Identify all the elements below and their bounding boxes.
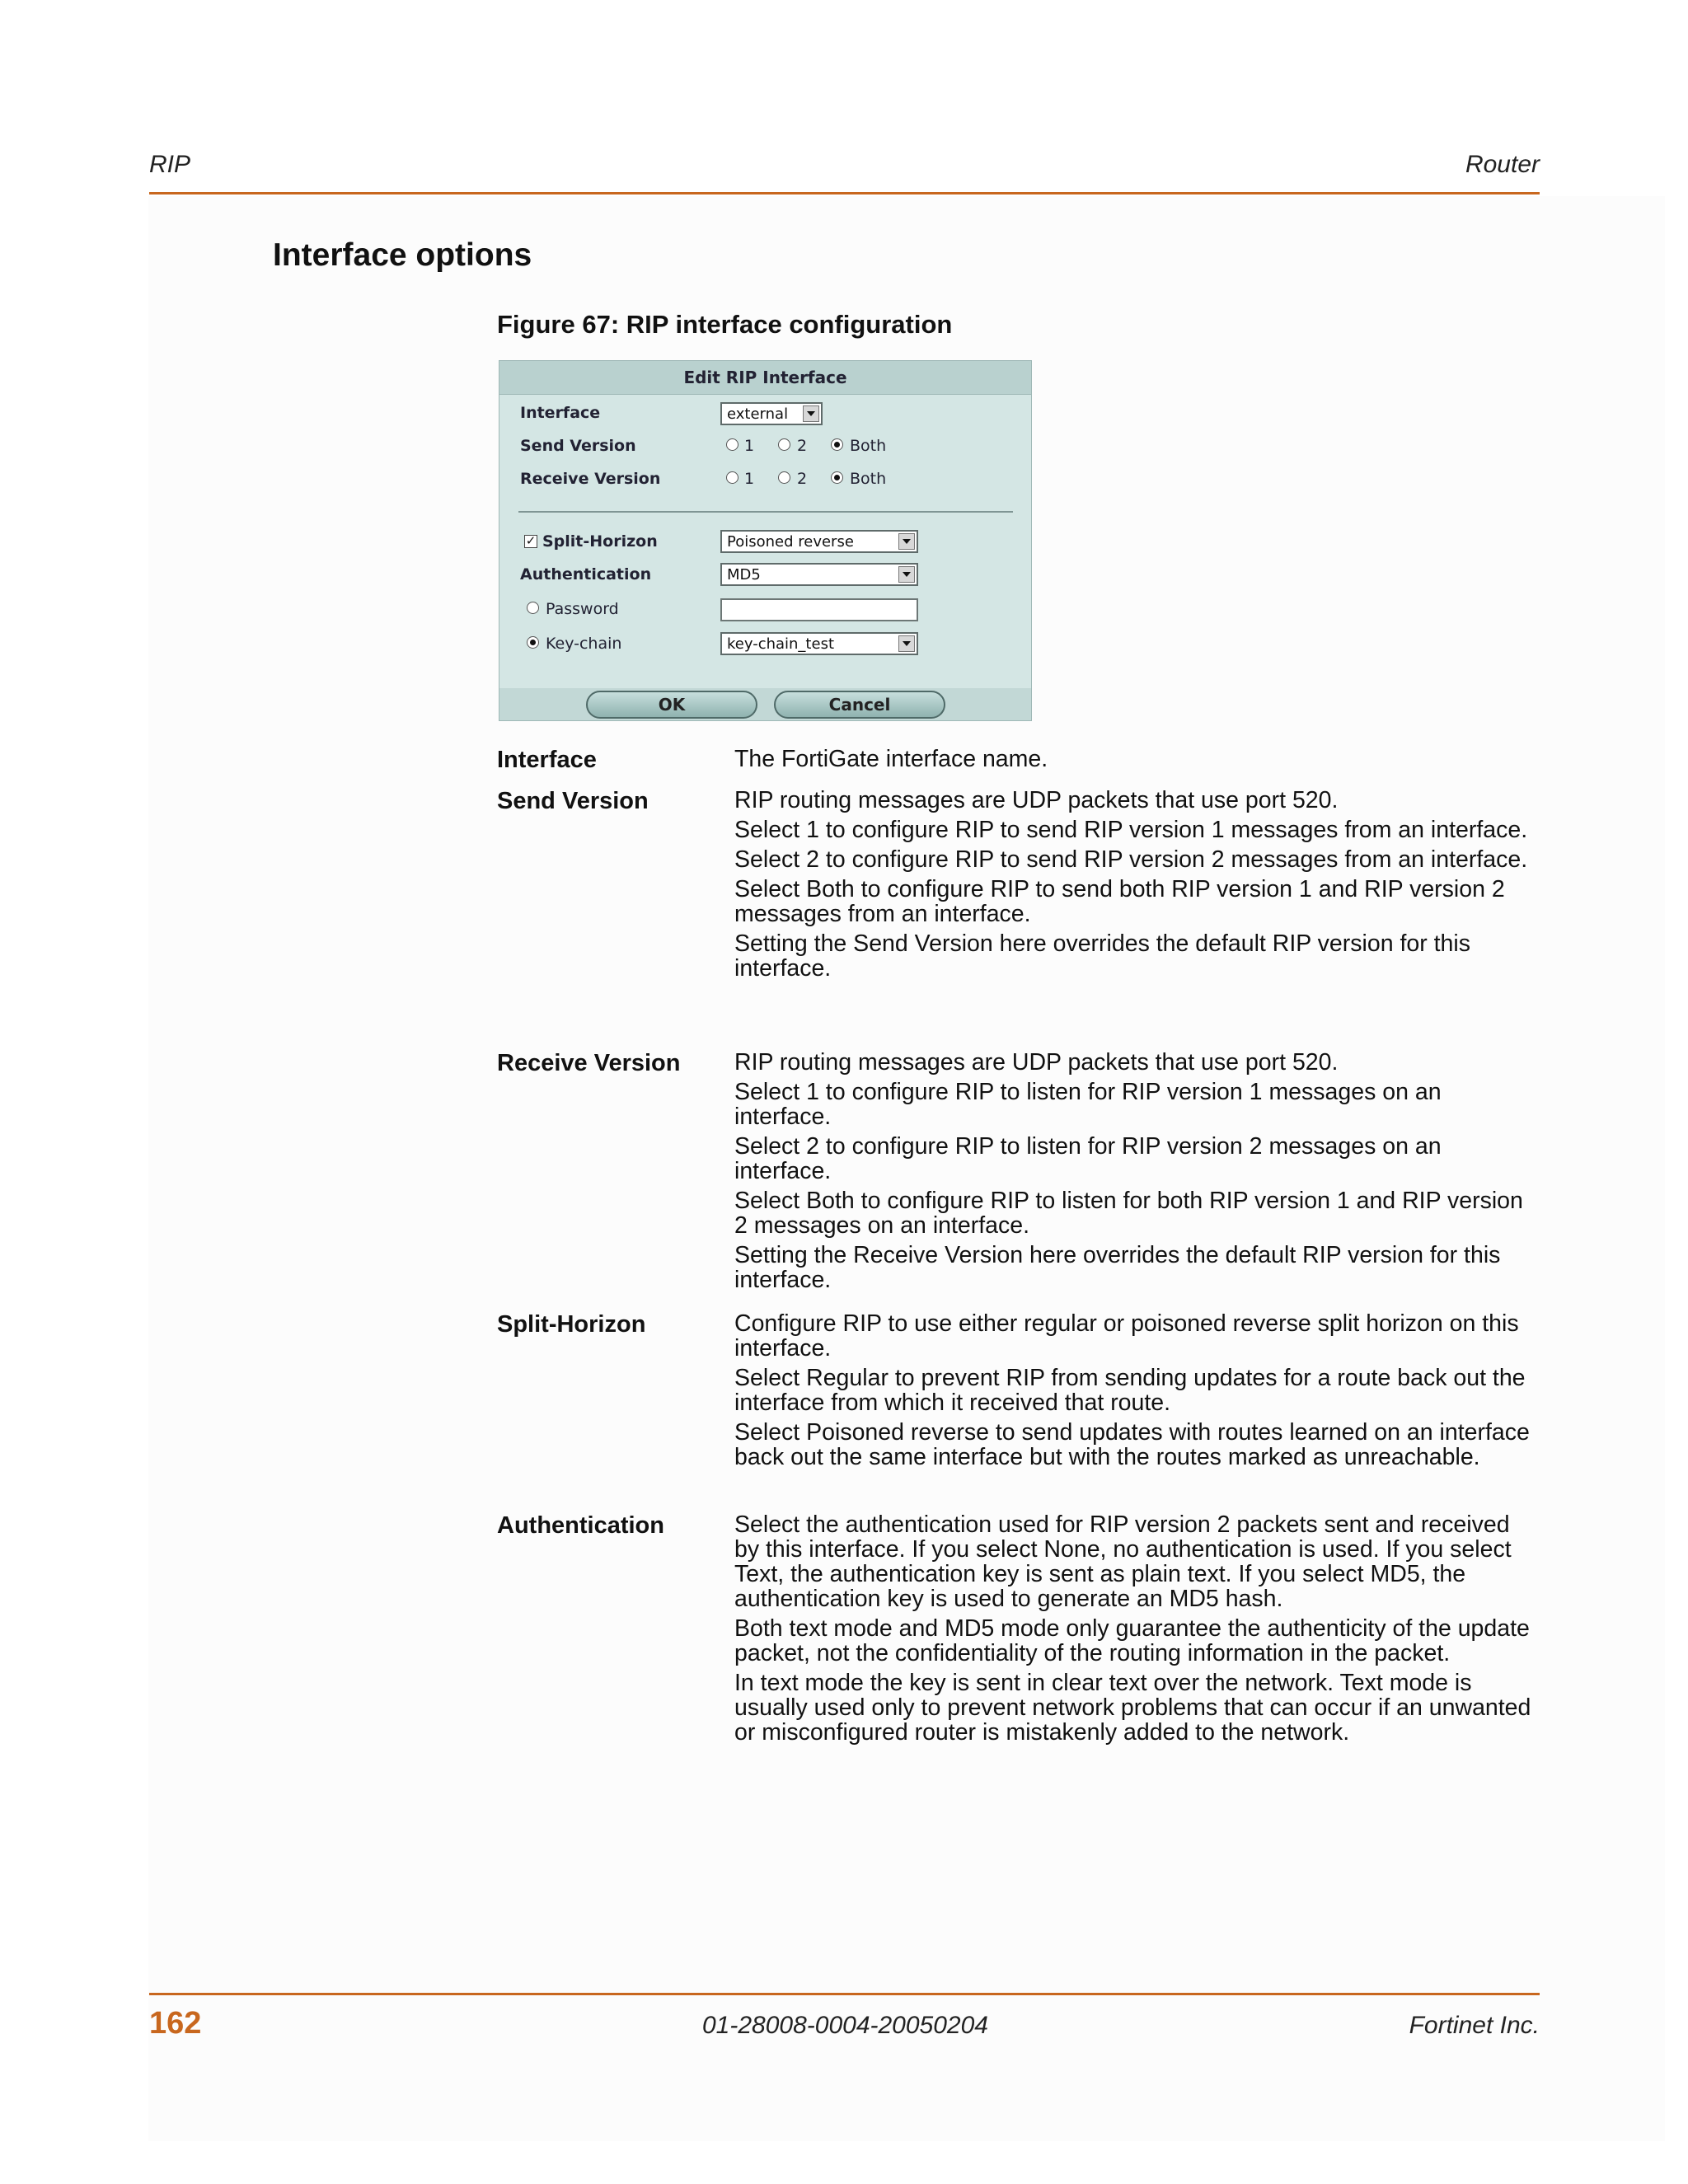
authentication-select[interactable] — [720, 563, 918, 586]
send-version-radio-1[interactable] — [726, 438, 738, 451]
send-version-label: Send Version — [520, 437, 636, 455]
receive-version-label: Receive Version — [520, 470, 661, 488]
ok-button[interactable]: OK — [586, 691, 757, 719]
definition-desc-interface — [734, 747, 1538, 776]
split-horizon-label: Split-Horizon — [542, 532, 658, 551]
definition-paragraph: Select Regular to prevent RIP from sending updates for a route back out the interface from which it received that route. — [734, 1365, 1526, 1416]
receive-version-radio-2[interactable] — [778, 471, 790, 484]
password-label: Password — [546, 600, 619, 618]
split-horizon-checkbox[interactable]: ✓ — [525, 533, 537, 548]
definition-term-split-horizon: Split-Horizon — [497, 1311, 646, 1338]
key-chain-select-value: key-chain_test — [727, 635, 834, 653]
definition-paragraph: In text mode the key is sent in clear text over the network. Text mode is usually used only to prevent network problems that can occur if an unwanted or misconfigured router is mistakenly added to the network. — [734, 1670, 1531, 1746]
split-horizon-select[interactable] — [720, 530, 918, 553]
send-version-option-2: 2 — [797, 437, 808, 455]
receive-version-option-1: 1 — [744, 470, 755, 488]
header-chapter-name: Router — [1465, 151, 1540, 178]
document-id: 01-28008-0004-20050204 — [702, 2012, 988, 2039]
key-chain-label: Key-chain — [546, 635, 622, 653]
definition-paragraph: RIP routing messages are UDP packets that use port 520. — [734, 787, 1339, 813]
send-version-radio-2[interactable] — [778, 438, 790, 451]
key-chain-select[interactable] — [720, 632, 918, 655]
definition-desc-send-version — [734, 788, 1538, 986]
definition-paragraph: Setting the Receive Version here overrides the default RIP version for this interface. — [734, 1242, 1501, 1293]
chevron-down-icon[interactable] — [803, 405, 819, 422]
split-horizon-select-value: Poisoned reverse — [727, 533, 854, 551]
definition-paragraph: Select 2 to configure RIP to send RIP version 2 messages from an interface. — [734, 846, 1528, 873]
receive-version-radio-both[interactable] — [831, 471, 843, 484]
footer-rule — [149, 1993, 1540, 1995]
definition-term-authentication: Authentication — [497, 1512, 664, 1539]
send-version-option-both: Both — [850, 437, 887, 455]
definition-paragraph: Select Both to configure RIP to send both RIP version 1 and RIP version 2 messages from an interface. — [734, 876, 1505, 927]
definition-paragraph: Select 1 to configure RIP to listen for RIP version 1 messages on an interface. — [734, 1079, 1442, 1130]
definition-term-interface: Interface — [497, 747, 597, 773]
interface-select-value: external — [727, 405, 789, 423]
password-input[interactable] — [720, 598, 918, 621]
definition-paragraph: Setting the Send Version here overrides the default RIP version for this interface. — [734, 930, 1470, 982]
key-chain-radio[interactable] — [527, 636, 539, 649]
definition-paragraph: Select Poisoned reverse to send updates with routes learned on an interface back out the same interface but with the routes marked as unreachable. — [734, 1419, 1530, 1470]
password-radio[interactable] — [527, 602, 539, 614]
chevron-down-icon[interactable] — [898, 635, 915, 652]
dialog-divider — [518, 511, 1013, 513]
edit-rip-interface-dialog — [499, 360, 1032, 721]
section-title: Interface options — [273, 237, 532, 273]
definition-paragraph: Configure RIP to use either regular or poisoned reverse split horizon on this interface. — [734, 1310, 1519, 1361]
cancel-button[interactable]: Cancel — [774, 691, 945, 719]
definition-term-receive-version: Receive Version — [497, 1050, 681, 1076]
definition-paragraph: Select 1 to configure RIP to send RIP version 1 messages from an interface. — [734, 817, 1528, 843]
interface-select[interactable] — [720, 402, 823, 425]
send-version-option-1: 1 — [744, 437, 755, 455]
definition-paragraph: Both text mode and MD5 mode only guarantee the authenticity of the update packet, not the confidentiality of the routing information in the packet. — [734, 1615, 1530, 1666]
send-version-radio-both[interactable] — [831, 438, 843, 451]
receive-version-option-both: Both — [850, 470, 887, 488]
company-name: Fortinet Inc. — [1409, 2012, 1540, 2039]
definition-paragraph: Select 2 to configure RIP to listen for RIP version 2 messages on an interface. — [734, 1133, 1442, 1184]
header-section-name: RIP — [149, 151, 191, 178]
definition-paragraph: Select the authentication used for RIP version 2 packets sent and received by this interface. If you select None, no authentication is used. If you select Text, the authentication key is sent as plain text. If you select MD5, the authentication key is used to generate an MD5 hash. — [734, 1511, 1512, 1612]
chevron-down-icon[interactable] — [898, 566, 915, 583]
definition-paragraph: Select Both to configure RIP to listen for both RIP version 1 and RIP version 2 messages on an interface. — [734, 1188, 1523, 1239]
authentication-select-value: MD5 — [727, 566, 761, 583]
definition-paragraph: RIP routing messages are UDP packets that use port 520. — [734, 1049, 1339, 1076]
receive-version-option-2: 2 — [797, 470, 808, 488]
dialog-button-bar — [499, 688, 1031, 720]
authentication-label: Authentication — [520, 565, 652, 583]
page-number: 162 — [149, 2006, 202, 2041]
chevron-down-icon[interactable] — [898, 533, 915, 550]
definition-paragraph: The FortiGate interface name. — [734, 746, 1048, 772]
receive-version-radio-1[interactable] — [726, 471, 738, 484]
definition-desc-authentication — [734, 1512, 1538, 1750]
definition-desc-split-horizon — [734, 1311, 1538, 1474]
definition-desc-receive-version — [734, 1050, 1538, 1297]
figure-caption: Figure 67: RIP interface configuration — [497, 310, 953, 339]
dialog-title: Edit RIP Interface — [499, 361, 1031, 395]
interface-label: Interface — [520, 404, 601, 422]
header-rule — [149, 192, 1540, 194]
definition-term-send-version: Send Version — [497, 788, 649, 814]
